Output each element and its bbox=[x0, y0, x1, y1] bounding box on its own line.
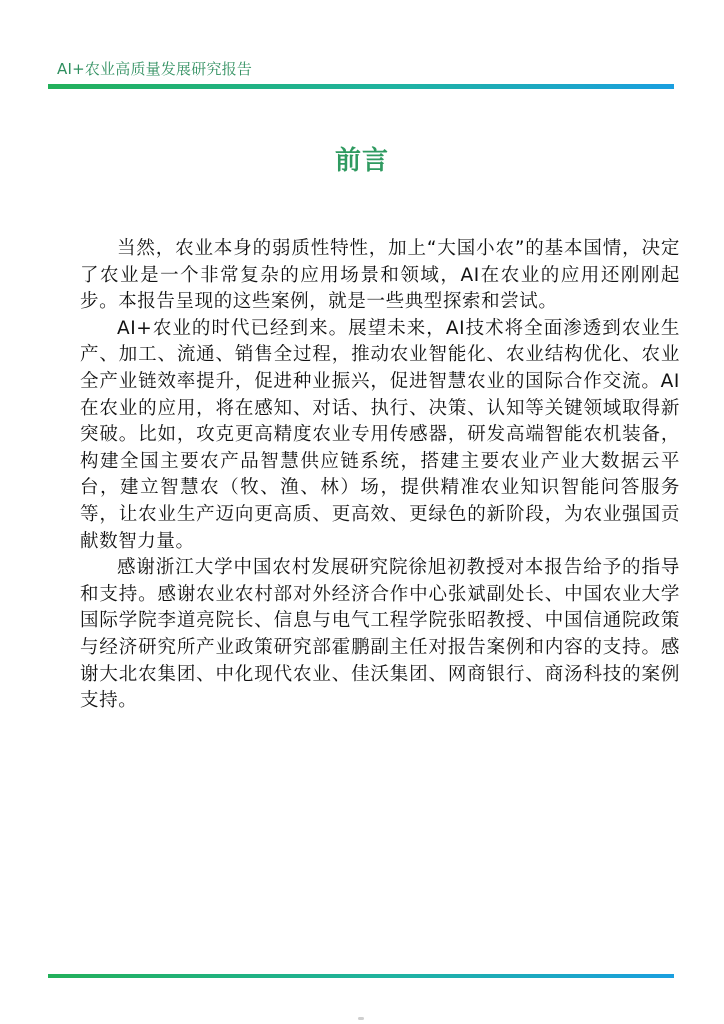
report-header-title: AI+农业高质量发展研究报告 bbox=[57, 60, 253, 78]
paragraph-2: AI+农业的时代已经到来。展望未来，AI技术将全面渗透到农业生产、加工、流通、销售全过程，推动农业智能化、农业结构优化、农业全产业链效率提升，促进种业振兴，促进智慧农业的国际合作交流。AI在农业的应用，将在感知、对话、执行、决策、认知等关键领域取得新突破。比如，攻克更高精度农业专用传感器，研发高端智能农机装备，构建全国主要农产品智慧供应链系统，搭建主要农业产业大数据云平台，建立智慧农（牧、渔、林）场，提供精准农业知识智能问答服务等，让农业生产迈向更高质、更高效、更绿色的新阶段，为农业强国贡献数智力量。 bbox=[80, 317, 680, 552]
paragraph-1: 当然，农业本身的弱质性特性，加上“大国小农”的基本国情，决定了农业是一个非常复杂的应用场景和领域，AI在农业的应用还刚刚起步。本报告呈现的这些案例，就是一些典型探索和尝试。 bbox=[80, 238, 680, 313]
page-title: 前言 bbox=[334, 146, 389, 177]
paragraph-3: 感谢浙江大学中国农村发展研究院徐旭初教授对本报告给予的指导和支持。感谢农业农村部对外经济合作中心张斌副处长、中国农业大学国际学院李道亮院长、信息与电气工程学院张昭教授、中国信通院政策与经济研究所产业政策研究部霍鹏副主任对报告案例和内容的支持。感谢大北农集团、中化现代农业、佳沃集团、网商银行、商汤科技的案例支持。 bbox=[80, 557, 680, 712]
header-divider bbox=[48, 84, 674, 89]
preface-body bbox=[80, 236, 680, 715]
page-marker bbox=[358, 1017, 364, 1020]
footer-divider bbox=[48, 974, 674, 978]
